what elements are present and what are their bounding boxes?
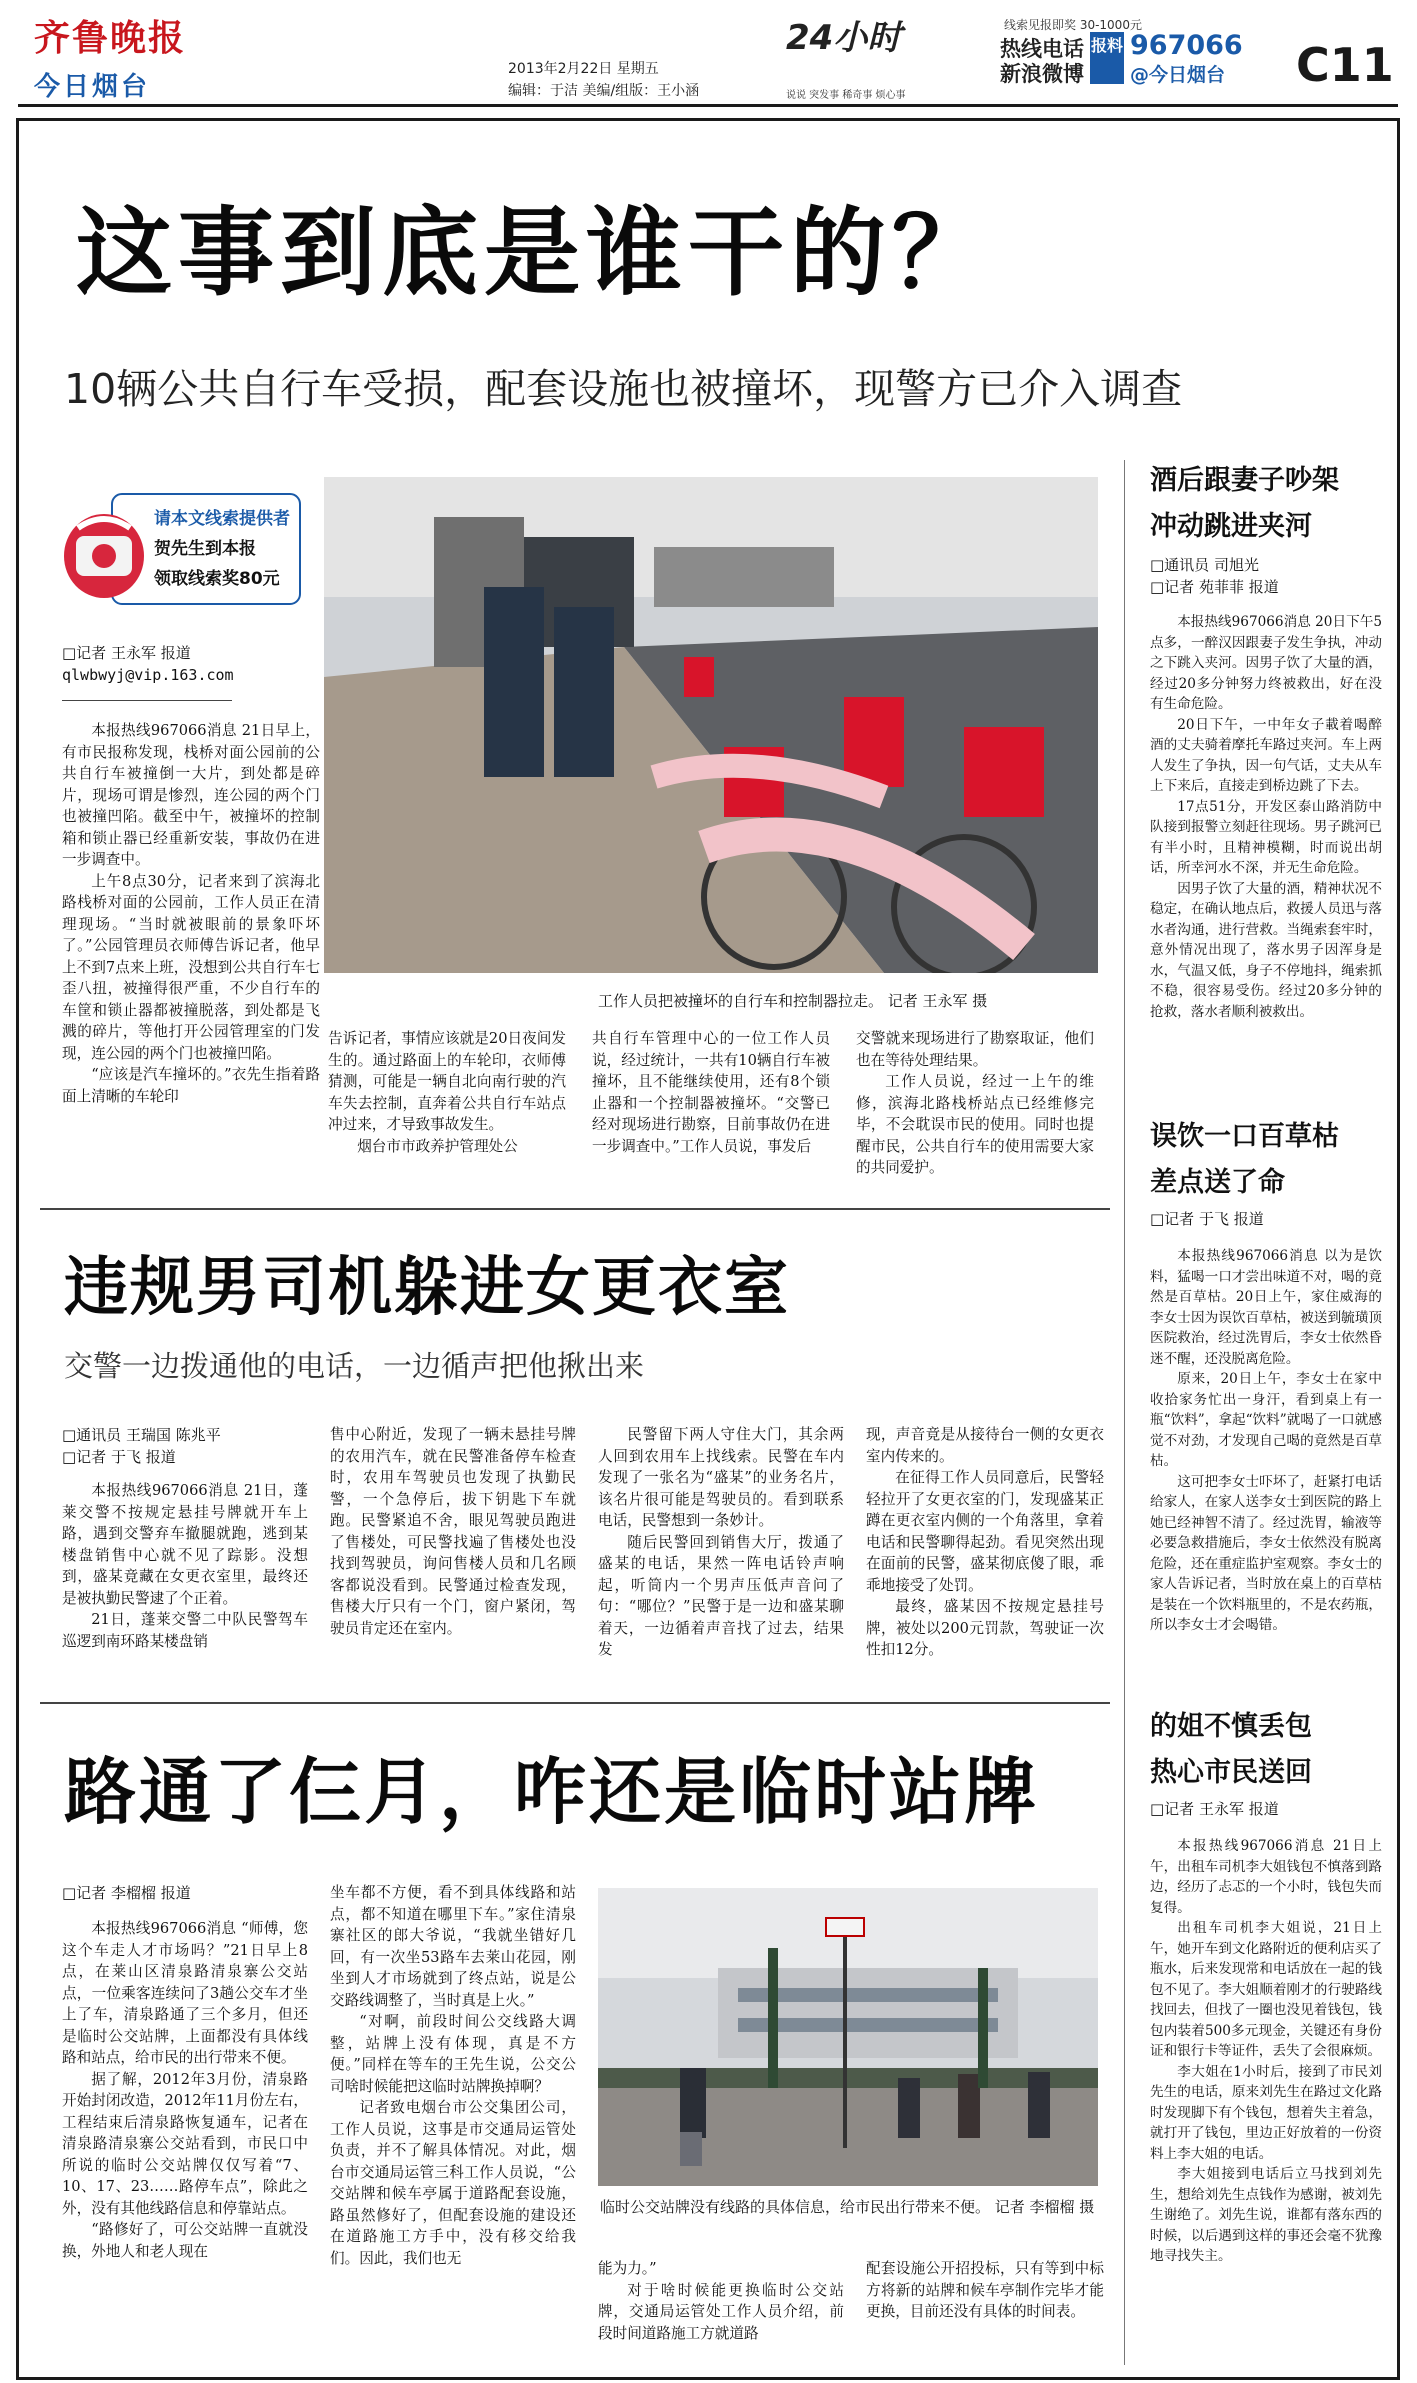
story1-photo — [324, 477, 1098, 973]
story1-column-4: 交警就来现场进行了勘察取证，他们也在等待处理结果。 工作人员说，经过一上午的维修，滨海北路栈桥站点已经维修完毕，不会耽误市民的使用。同时也提醒市民，公共自行车的使用需要大家的共同爱护。 — [856, 1030, 1094, 1176]
sidebar1-headline-1: 酒后跟妻子吵架 — [1150, 465, 1339, 496]
story3-byline: □记者 李榴榴 报道 — [62, 1884, 191, 1902]
sidebar3-byline: □记者 王永军 报道 — [1150, 1800, 1279, 1818]
story1-column-3: 共自行车管理中心的一位工作人员说，经过统计，一共有10辆自行车被撞坏，且不能继续使用，还有8个锁止器和一个控制器被撞坏。“交警已经对现场进行勘察，目前事故仍在进一步调查中。”工作人员说，事发后 — [592, 1030, 830, 1155]
sidebar3-headline-1: 的姐不慎丢包 — [1150, 1711, 1312, 1742]
issue-date: 2013年2月22日 星期五 — [508, 61, 659, 77]
hotline-reward: 线索见报即奖 30-1000元 — [1004, 18, 1142, 32]
story1-byline: □记者 王永军 报道 — [62, 644, 191, 662]
story2-byline-1: □通讯员 王瑞国 陈兆平 — [62, 1426, 221, 1444]
story3-column-4: 配套设施公开招投标，只有等到中标方将新的站牌和候车亭制作完毕才能更换，目前还没有具体的时间表。 — [866, 2260, 1104, 2320]
story3-photo-caption: 临时公交站牌没有线路的具体信息，给市民出行带来不便。 记者 李榴榴 摄 — [600, 2198, 1095, 2216]
baoliao-badge: 报料 — [1090, 32, 1124, 84]
story2-column-2: 售中心附近，发现了一辆未悬挂号牌的农用汽车，就在民警准备停车检查时，农用车驾驶员也发现了执勤民警，一个急停后，拔下钥匙下车就跑。民警紧追不舍，眼见驾驶员跑进了售楼处，可民警找遍了售楼处也没找到驾驶员，询问售楼人员和几名顾客都说没看到。民警通过检查发现，售楼大厅只有一个门，窗户紧闭，驾驶员肯定还在室内。 — [330, 1426, 576, 1637]
story2-column-4: 现，声音竟是从接待台一侧的女更衣室内传来的。 在征得工作人员同意后，民警轻轻拉开了女更衣室的门，发现盛某正蹲在更衣室内侧的一个角落里，拿着电话和民警聊得起劲。看见突然出现在面前的民警，盛某彻底傻了眼，乖乖地接受了处罚。 最终，盛某因不按规定悬挂号牌，被处以200元罚款，驾驶证一次性扣12分。 — [866, 1426, 1104, 1658]
sidebar1-headline-2: 冲动跳进夹河 — [1150, 511, 1312, 542]
story2-byline-2: □记者 于飞 报道 — [62, 1448, 176, 1466]
promo-line-1: 请本文线索提供者 — [154, 509, 290, 529]
hotline-slogan: 说说 突发事 稀奇事 烦心事 — [786, 90, 906, 101]
story2-column-1: 本报热线967066消息 21日，蓬莱交警不按规定悬挂号牌就开车上路，遇到交警弃车撤腿就跑，逃到某楼盘销售中心就不见了踪影。没想到，盛某竟藏在女更衣室里，最终还是被执勤民警逮了个正着。 21日，蓬莱交警二中队民警驾车巡逻到南环路某楼盘销 — [62, 1482, 308, 1650]
sidebar2-headline-2: 差点送了命 — [1150, 1167, 1285, 1198]
story2-top-rule — [40, 1208, 1110, 1210]
story3-column-1: 本报热线967066消息 “师傅，您这个车走人才市场吗？”21日早上8点，在莱山区清泉路清泉寨公交站点，一位乘客连续问了3趟公交车才坐上了车，清泉路通了三个多月，但还是临时公交站牌，上面都没有具体线路和站点，给市民的出行带来不便。 据了解，2012年3月份，清泉路开始封闭改造，2012年11月份左右，工程结束后清泉路恢复通车，记者在清泉路清泉寨公交站看到，市民口中所说的临时公交站牌仅仅写着“7、10、17、23……路停车点”，除此之外，没有其他线路信息和停靠站点。 “路修好了，可公交站牌一直就没换，外地人和老人现在 — [62, 1920, 308, 2260]
hotline-phone: 967066 — [1130, 30, 1243, 61]
story3-column-3: 能为力。” 对于啥时候能更换临时公交站牌，交通局运管处工作人员介绍，前段时间道路施工方就道路 — [598, 2260, 844, 2342]
byline-rule — [62, 700, 232, 701]
paper-name: 齐鲁晚报 — [34, 17, 187, 59]
header-rule — [18, 104, 1398, 107]
story3-headline: 路通了仨月，咋还是临时站牌 — [64, 1750, 1040, 1834]
hotline-title: 24小时 — [786, 18, 902, 58]
sidebar1-byline-2: □记者 苑菲菲 报道 — [1150, 578, 1279, 596]
page-number: C11 — [1296, 38, 1394, 92]
story3-column-2: 坐车都不方便，看不到具体线路和站点，都不知道在哪里下车。”家住清泉寨社区的郎大爷说，“我就坐错好几回，有一次坐53路车去莱山花园，刚坐到人才市场就到了终点站，说是公交路线调整了，当时真是上火。” “对啊，前段时间公交线路大调整，站牌上没有体现，真是不方便。”同样在等车的王先生说，公交公司啥时候能把这临时站牌换掉啊？ 记者致电烟台市公交集团公司，工作人员说，这事是市交通局运管处负责，并不了解具体情况。对此，烟台市交通局运管三科工作人员说，“公交站牌和候车亭属于道路配套设施，路虽然修好了，但配套设施的建设还在道路施工方手中，没有移交给我们。因此，我们也无 — [330, 1884, 576, 2267]
sidebar3-headline-2: 热心市民送回 — [1150, 1757, 1312, 1788]
hotline-weibo-label: 新浪微博 — [1000, 62, 1084, 86]
sidebar1-body: 本报热线967066消息 20日下午5点多，一醉汉因跟妻子发生争执，冲动之下跳入夹河。因男子饮了大量的酒，经过20多分钟努力终被救出，好在没有生命危险。 20日下午，一中年女子載着喝醉酒的丈夫骑着摩托车路过夹河。车上两人发生了争执，因一句气话，丈夫从车上下来后，直接走到桥边跳了下去。 17点51分，开发区泰山路消防中队接到报警立刻赶往现场。男子跳河已有半小时，且精神模糊，时而说出胡话，所幸河水不深，并无生命危险。 因男子饮了大量的酒，精神状况不稳定，在确认地点后，救援人员迅与落水者沟通，进行营救。当绳索套牢时，意外情况出现了，落水男子因浑身是水，气温又低，身子不停地抖，绳索抓不稳，很容易受伤。经过20多分钟的抢救，落水者顺利被救出。 — [1150, 614, 1382, 1020]
sidebar2-body: 本报热线967066消息 以为是饮料，猛喝一口才尝出味道不对，喝的竟然是百草枯。20日上午，家住威海的李女士因为误饮百草枯，被送到毓璜顶医院救治，经过洗胃后，李女士依然昏迷不醒，还没脱离危险。 原来，20日上午，李女士在家中收拾家务忙出一身汗，看到桌上有一瓶“饮料”，拿起“饮料”就喝了一口就感觉不对劲，才发现自己喝的竟然是百草枯。 这可把李女士吓坏了，赶紧打电话给家人，在家人送李女士到医院的路上她已经神智不清了。经过洗胃，输液等必要急救措施后，李女士依然没有脱离危险，还在重症监护室观察。李女士的家人告诉记者，当时放在桌上的百草枯是装在一个饮料瓶里的，不是农药瓶，所以李女士才会喝错。 — [1150, 1248, 1382, 1633]
section-name: 今日烟台 — [34, 72, 151, 102]
sidebar2-byline: □记者 于飞 报道 — [1150, 1210, 1264, 1228]
reward-promo — [60, 490, 304, 610]
story2-headline: 违规男司机躲进女更衣室 — [64, 1251, 790, 1325]
story1-photo-caption: 工作人员把被撞坏的自行车和控制器拉走。 记者 王永军 摄 — [598, 992, 988, 1010]
story1-headline: 这事到底是谁干的？ — [76, 197, 994, 309]
story2-column-3: 民警留下两人守住大门，其余两人回到农用车上找线索。民警在车内发现了一张名为“盛某”的业务名片，该名片很可能是驾驶员的。看到联系电话，民警想到一条妙计。 随后民警回到销售大厅，拨通了盛某的电话，果然一阵电话铃声响起，听筒内一个男声压低声音问了句：“哪位？”民警于是一边和盛某聊着天，一边循着声音找了过去，结果发 — [598, 1426, 844, 1658]
sidebar1-byline-1: □通讯员 司旭光 — [1150, 556, 1259, 574]
story3-top-rule — [40, 1702, 1110, 1704]
sidebar2-headline-1: 误饮一口百草枯 — [1150, 1121, 1339, 1152]
sidebar-divider — [1124, 460, 1125, 2365]
weibo-handle: @今日烟台 — [1130, 64, 1226, 86]
promo-line-2: 贺先生到本报 — [154, 539, 256, 559]
editor-credit: 编辑：于洁 美编/组版：王小涵 — [508, 83, 700, 99]
story2-subheadline: 交警一边拨通他的电话，一边循声把他揪出来 — [64, 1349, 645, 1383]
promo-line-3: 领取线索奖80元 — [154, 569, 280, 589]
story1-column-2: 告诉记者，事情应该就是20日夜间发生的。通过路面上的车轮印，衣师傅猜测，可能是一辆自北向南行驶的汽车失去控制，直奔着公共自行车站点冲过来，才导致事故发生。 烟台市市政养护管理处公 — [328, 1030, 566, 1155]
hotline-phone-label: 热线电话 — [1000, 37, 1084, 61]
story3-photo — [598, 1888, 1098, 2186]
sidebar3-body: 本报热线967066消息 21日上午，出租车司机李大姐钱包不慎落到路边，经历了忐忑的一个小时，钱包失而复得。 出租车司机李大姐说，21日上午，她开车到文化路附近的便利店买了瓶水，后来发现常和电话放在一起的钱包不见了。李大姐顺着刚才的行驶路线找回去，但找了一圈也没见着钱包，钱包内装着500多元现金，关键还有身份证和银行卡等证件，丢失了会很麻烦。 李大姐在1小时后，接到了市民刘先生的电话，原来刘先生在路过文化路时发现脚下有个钱包，想着失主着急，就打开了钱包，里边正好放着的一份资料上李大姐的电话。 李大姐接到电话后立马找到刘先生，想给刘先生点钱作为感谢，被刘先生谢绝了。刘先生说，谁都有落东西的时候，以后遇到这样的事还会毫不犹豫地寻找失主。 — [1150, 1838, 1382, 2264]
story1-email: qlwbwyj@vip.163.com — [62, 666, 234, 684]
story1-column-1: 本报热线967066消息 21日早上，有市民报称发现，栈桥对面公园前的公共自行车被撞倒一大片，到处都是碎片，现场可谓是惨烈，连公园的两个门也被撞凹陷。截至中午，被撞坏的控制箱和锁止器已经重新安装，事故仍在进一步调查中。 上午8点30分，记者来到了滨海北路栈桥对面的公园前，工作人员正在清理现场。“当时就被眼前的景象吓坏了。”公园管理员衣师傅告诉记者，他早上不到7点来上班，没想到公共自行车七歪八扭，被撞得很严重，不少自行车的车筐和锁止器都被撞脱落，到处都是飞溅的碎片，等他打开公园管理室的门发现，连公园的两个门也被撞凹陷。 “应该是汽车撞坏的。”衣先生指着路面上清晰的车轮印 — [62, 722, 320, 1105]
story1-subheadline: 10辆公共自行车受损，配套设施也被撞坏，现警方已介入调查 — [64, 365, 1183, 413]
